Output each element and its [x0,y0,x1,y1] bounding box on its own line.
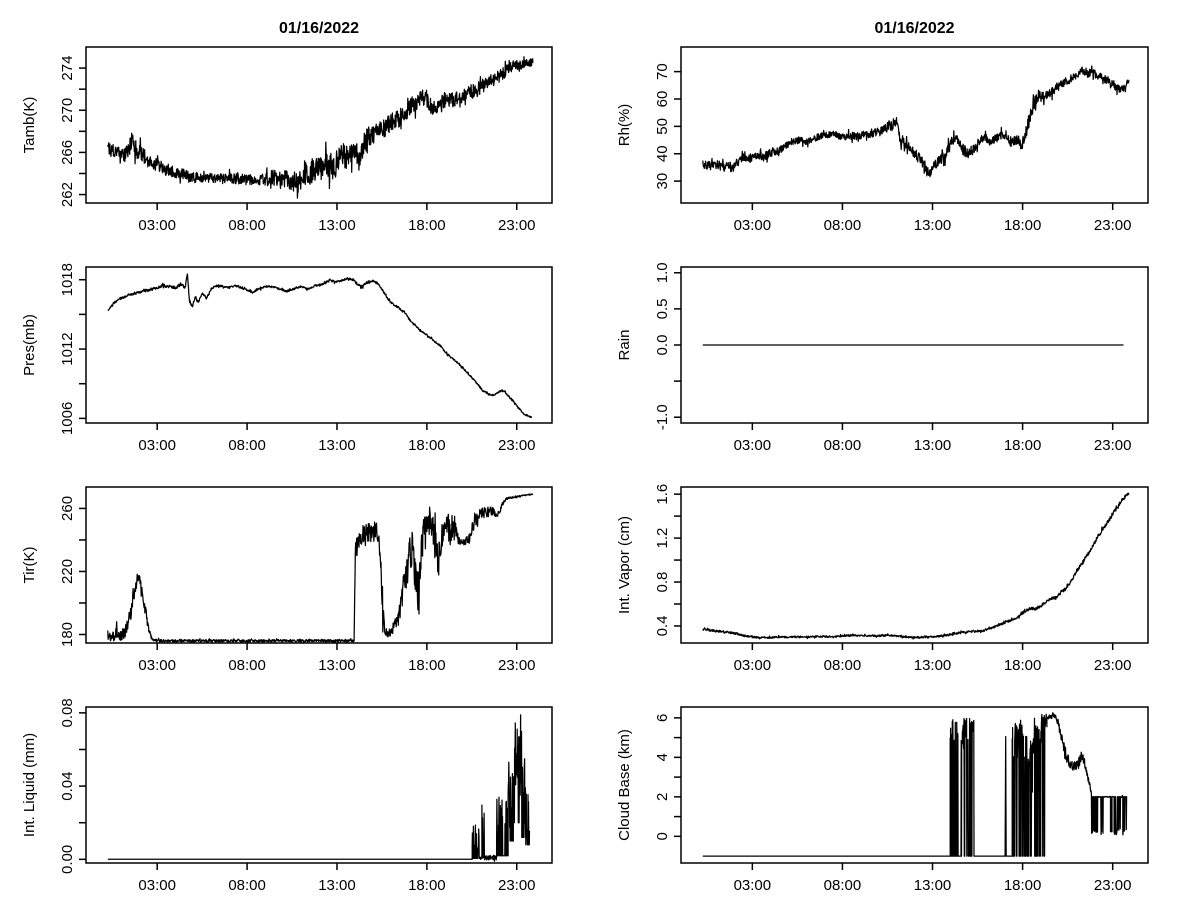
y-tick-label: 1.0 [654,262,671,284]
x-tick-label: 13:00 [318,657,356,674]
data-series-liquid [108,715,530,861]
y-tick-label: 6 [654,713,671,723]
y-tick-label: 0.5 [654,298,671,320]
x-tick-label: 08:00 [823,217,862,234]
y-tick-label: 1.6 [654,483,671,505]
x-tick-label: 08:00 [823,437,862,454]
y-axis-label: Tir(K) [21,546,38,584]
x-tick-label: 23:00 [497,437,536,454]
x-tick-label: 13:00 [318,437,356,454]
panel-cloudbase [616,707,1148,894]
y-tick-label: 30 [654,172,671,190]
y-tick-label: 266 [59,139,76,165]
panel-title: 01/16/2022 [278,20,360,37]
x-tick-label: 13:00 [318,877,356,894]
x-tick-label: 23:00 [497,877,536,894]
y-tick-label: 60 [654,90,671,108]
y-tick-label: 4 [654,753,671,762]
x-tick-label: 03:00 [733,217,772,234]
y-axis-label: Pres(mb) [21,314,38,376]
y-tick-label: 1018 [59,263,76,297]
x-tick-label: 18:00 [408,217,446,234]
y-tick-label: 270 [59,97,76,123]
x-tick-label: 08:00 [228,877,266,894]
x-tick-label: 13:00 [318,217,356,234]
x-tick-label: 18:00 [1003,217,1042,234]
x-tick-label: 18:00 [408,877,446,894]
panel-title: 01/16/2022 [874,20,955,37]
x-tick-label: 03:00 [138,877,176,894]
y-tick-label: 1012 [59,332,76,366]
plot-border [681,707,1148,863]
y-tick-label: 0.04 [59,771,76,801]
x-tick-label: 23:00 [1093,437,1132,454]
x-tick-label: 23:00 [497,217,536,234]
x-tick-label: 03:00 [138,657,176,674]
x-tick-label: 03:00 [138,217,176,234]
data-series-tamb [108,57,533,198]
plot-border [681,47,1148,203]
x-tick-label: 08:00 [228,657,266,674]
y-axis-label: Rain [616,329,633,361]
x-tick-label: 18:00 [1003,437,1042,454]
x-tick-label: 13:00 [913,877,952,894]
panel-tir [21,487,552,674]
data-series-tir [108,494,533,643]
y-axis-label: Int. Liquid (mm) [21,732,38,838]
x-tick-label: 13:00 [913,217,952,234]
y-axis-label: Tamb(K) [21,96,38,154]
data-series-rh [703,66,1129,177]
x-tick-label: 08:00 [823,877,862,894]
y-tick-label: 262 [59,182,76,208]
data-series-cloudbase [703,713,1127,856]
x-tick-label: 03:00 [733,657,772,674]
panel-pres [21,263,552,454]
y-tick-label: 0.08 [59,698,76,728]
panel-rain [616,262,1148,454]
y-axis-label: Cloud Base (km) [616,729,633,841]
y-tick-label: 260 [59,495,76,521]
data-series-pres [108,274,532,417]
x-tick-label: 13:00 [913,657,952,674]
panel-rh [616,20,1148,234]
y-tick-label: 1.2 [654,527,671,549]
y-axis-label: Int. Vapor (cm) [616,515,633,615]
x-tick-label: 18:00 [1003,657,1042,674]
y-tick-label: 0.0 [654,334,671,356]
x-tick-label: 18:00 [1003,877,1042,894]
y-tick-label: 0.4 [654,615,671,637]
x-tick-label: 23:00 [497,657,536,674]
data-series-vapor [703,493,1129,639]
x-tick-label: 08:00 [228,437,266,454]
y-tick-label: 1006 [59,401,76,436]
panel-liquid [21,698,552,894]
x-tick-label: 13:00 [913,437,952,454]
x-tick-label: 03:00 [733,877,772,894]
x-tick-label: 23:00 [1093,217,1132,234]
y-tick-label: 2 [654,792,671,802]
plot-border [86,47,552,203]
x-tick-label: 03:00 [733,437,772,454]
y-tick-label: 274 [59,55,76,81]
panel-vapor [616,484,1148,674]
x-tick-label: 18:00 [408,437,446,454]
y-tick-label: 40 [654,145,671,163]
x-tick-label: 23:00 [1093,877,1132,894]
plot-border [86,267,552,423]
y-tick-label: 0.8 [654,571,671,593]
y-tick-label: 50 [654,118,671,135]
y-tick-label: -1.0 [654,404,671,431]
x-tick-label: 08:00 [823,657,862,674]
y-tick-label: 70 [654,63,671,80]
y-tick-label: 0 [654,832,671,841]
y-tick-label: 220 [59,558,76,584]
y-tick-label: 0.00 [59,844,76,874]
x-tick-label: 03:00 [138,437,176,454]
y-axis-label: Rh(%) [616,103,633,147]
x-tick-label: 08:00 [228,217,266,234]
x-tick-label: 18:00 [408,657,446,674]
panel-tamb [21,20,552,234]
x-tick-label: 23:00 [1093,657,1132,674]
y-tick-label: 180 [59,621,76,648]
plot-border [681,487,1148,643]
